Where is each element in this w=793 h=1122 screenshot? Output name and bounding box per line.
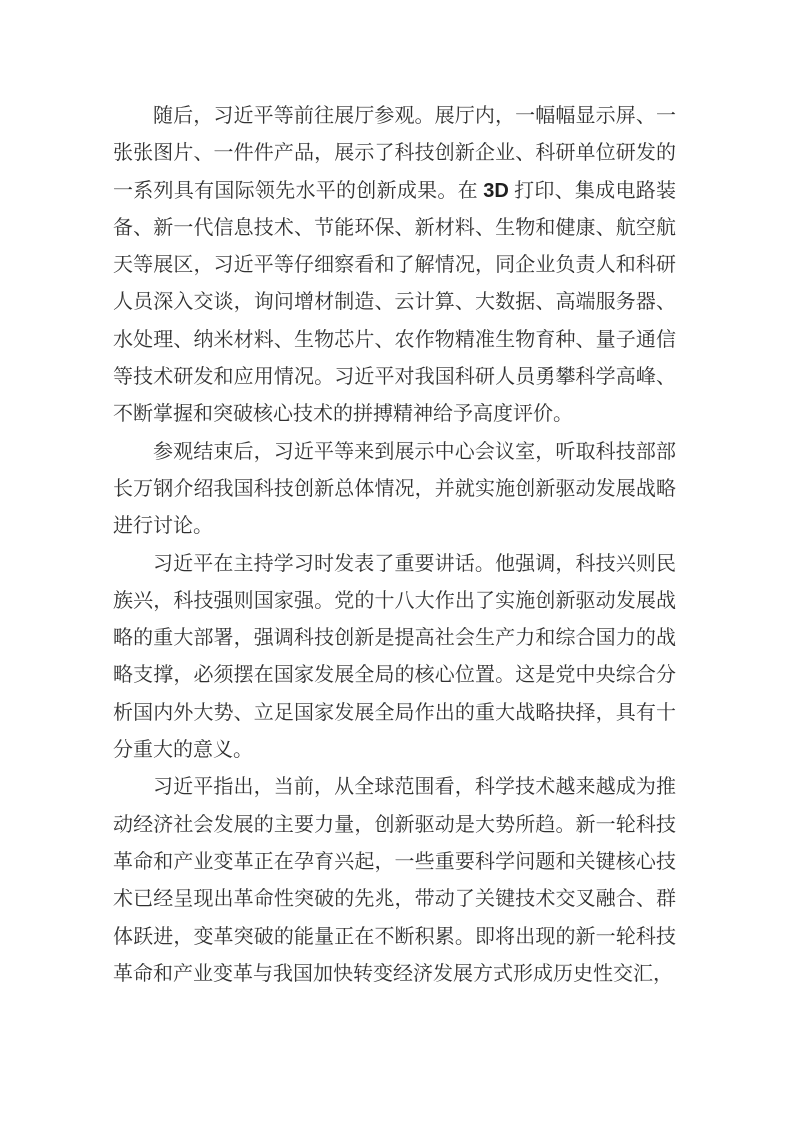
paragraph <box>113 98 676 434</box>
cjk-text-run: 习近平指出，当前，从全球范围看，科学技术越来越成为推动经济社会发展的主要力量，创新驱动是大势所趋。新一轮科技革命和产业变革正在孕育兴起，一些重要科学问题和关键核心技术已经呈现出革命性突破的先兆，带动了关键技术交叉融合、群体跃进，变革突破的能量正在不断积累。即将出现的新一轮科技革命和产业变革与我国加快转变经济发展方式形成历史性交汇， <box>113 776 676 985</box>
document-body <box>113 98 676 993</box>
cjk-text-run: 随后，习近平等前往展厅参观。展厅内，一幅幅显示屏、一张张图片、一件件产品，展示了科技创新企业、科研单位研发的一系列具有国际领先水平的创新成果。在 <box>113 105 676 202</box>
cjk-text-run: 习近平在主持学习时发表了重要讲话。他强调，科技兴则民族兴，科技强则国家强。党的十八大作出了实施创新驱动发展战略的重大部署，强调科技创新是提高社会生产力和综合国力的战略支撑，必须摆在国家发展全局的核心位置。这是党中央综合分析国内外大势、立足国家发展全局作出的重大战略抉择，具有十分重大的意义。 <box>113 552 676 762</box>
paragraph <box>113 434 676 546</box>
latin-text-run: 3D <box>483 179 509 202</box>
cjk-text-run: 参观结束后，习近平等来到展示中心会议室，听取科技部部长万钢介绍我国科技创新总体情况，并就实施创新驱动发展战略进行讨论。 <box>113 440 676 538</box>
cjk-text-run: 打印、集成电路装备、新一代信息技术、节能环保、新材料、生物和健康、航空航天等展区，习近平等仔细察看和了解情况，同企业负责人和科研人员深入交谈，询问增材制造、云计算、大数据、高端服务器、水处理、纳米材料、生物芯片、农作物精准生物育种、量子通信等技术研发和应用情况。习近平对我国科研人员勇攀科学高峰、不断掌握和突破核心技术的拼搏精神给予高度评价。 <box>113 179 677 426</box>
paragraph <box>113 769 676 993</box>
paragraph <box>113 546 676 770</box>
